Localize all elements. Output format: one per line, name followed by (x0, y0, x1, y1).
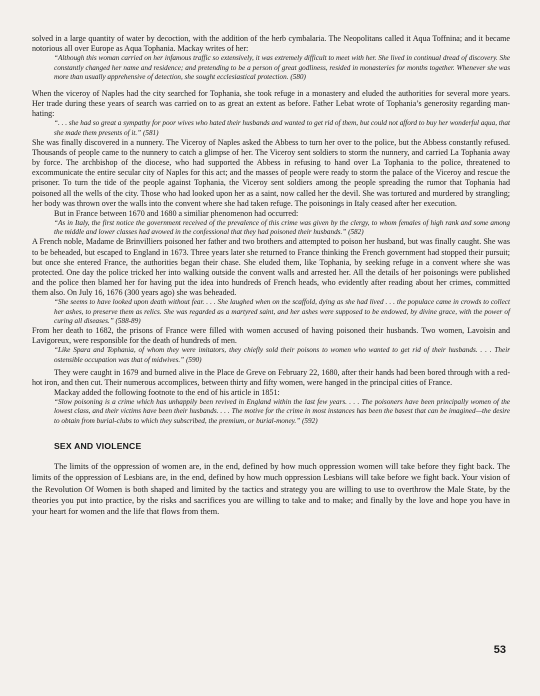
paragraph: When the viceroy of Naples had the city searched for Tophania, she took refuge in a monastery and eluded the authorities for several more years. Her trade during these years of search was carried on to as great an extent as before. Father Lebat wrote of Tophania’s generosity regarding man-hating: (32, 88, 510, 119)
block-quote: “Slow poisoning is a crime which has unhappily been revived in England within the last few years. . . . The poisoners have been principally women of the lowest class, and their victims have been their husbands. . . . The motive for the crime in most instances has been the basest that can be imagined—the desire to obtain from burial-clubs to which they subscribed, the premium, or burial-money.” (592) (54, 398, 510, 425)
block-quote: “. . . she had so great a sympathy for poor wives who hated their husbands and wanted to get rid of them, but could not afford to buy her wonderful aqua, that she made them presents of it.” (581) (54, 119, 510, 137)
paragraph: From her death to 1682, the prisons of France were filled with women accused of having poisoned their husbands. Two women, Lavoisin and Lavigoreux, were responsible for the death of hundreds of men. (32, 326, 510, 346)
paragraph: solved in a large quantity of water by decoction, with the addition of the herb cymbalaria. The Neopolitans called it Aqua Toffnina; and it became notorious all over Europe as Aqua Tophania. Mackay writes of her: (32, 34, 510, 54)
block-quote: “Although this woman carried on her infamous traffic so extensively, it was extremely difficult to meet with her. She lived in continual dread of discovery. She constantly changed her name and residence; and pretending to be a person of great godliness, resided in monasteries for months together. Whenever she was more than usually apprehensive of detection, she sought ecclesiastical protection. (580) (54, 54, 510, 81)
paragraph: She was finally discovered in a nunnery. The Viceroy of Naples asked the Abbess to turn her over to the police, but the Abbess constantly refused. Thousands of people came to the nunnery to catch a glimpse of her. The Viceroy sent soldiers to storm the nunnery, and carried La Tophania away by force. The archbishop of the diocese, who had supported the Abbess in refusing to hand over La Tophania to the police, threatened to excommunicate the entire secular city of Naples for this act; and the masses of people were ready to storm the palace of the Viceroy and rescue the prisoner. To turn the tide of the people against Tophania, the Viceroy sent soldiers among the people spreading the rumor that Tophania had poisoned all the wells of the city. Those who had looked upon her as a saint, now called her the devil. She was tortured and murdered by strangling; her body was thrown over the walls into the convent where she had taken refuge. The poisonings in Italy ceased after her execution. (32, 137, 510, 208)
paragraph: But in France between 1670 and 1680 a similiar phenomenon had occurred: (54, 208, 299, 218)
paragraph: A French noble, Madame de Brinvilliers poisoned her father and two brothers and attempted to poison her husband, but was finally caught. She was to be beheaded, but escaped to England in 1673. Three years later she returned to France thinking the French government had stopped their pursuit; but once she entered France, the authorities began their chase. She eluded them, like Tophania, by seeking refuge in a convent where she was protected. One day the police tricked her into walking outside the convent walls and arrested her. All the details of her poisonings were published and the police then blamed her for having put the idea into hundreds of French heads, who evidently after reading about her crimes, committed them also. On July 16, 1676 (300 years ago) she was beheaded. (32, 237, 510, 298)
section-heading: SEX AND VIOLENCE (54, 440, 142, 451)
page-number: 53 (493, 644, 506, 656)
body-text (32, 34, 510, 426)
paragraph: They were caught in 1679 and burned alive in the Place de Greve on February 22, 1680, after their hands had been bored through with a red-hot iron, and then cut. Their numerous accomplices, between thirty and fifty women, were hanged in the principal cities of France. (32, 367, 510, 387)
block-quote: “Like Spara and Tophania, of whom they were imitators, they chiefly sold their poisons to women who wanted to get rid of their husbands. . . . Their ostensible occupation was that of midwives.” (590) (54, 346, 510, 364)
block-quote: “As in Italy, the first notice the government received of the prevalence of this crime was given by the clergy, to whom females of high rank and some among the middle and lower classes had avowed in the confessional that they had poisoned their husbands.” (582) (54, 219, 510, 237)
paragraph: Mackay added the following footnote to the end of his article in 1851: (54, 388, 280, 398)
closing-paragraph: The limits of the oppression of women are, in the end, defined by how much oppression women will take before they fight back. The limits of the oppression of Lesbians are, in the end, defined by how much oppression Lesbians will take before we fight back. Your vision of the Revolution Of Women is both shaped and limited by the tactics and strategy you are willing to use to overthrow the Male State, by the theories you put into practice, by the risks and sacrifices you are willing to take and to make; and finally by the love and hope you have in your heart for women and the life that flows from them. (32, 461, 510, 517)
block-quote: “She seems to have looked upon death without fear. . . . She laughed when on the scaffold, dying as she had lived . . . the populace came in crowds to collect her ashes, to preserve them as relics. She was regarded as a martyred saint, and her ashes were supposed to be endowed, by divine grace, with the power of curing all diseases.” (588-89) (54, 298, 510, 325)
